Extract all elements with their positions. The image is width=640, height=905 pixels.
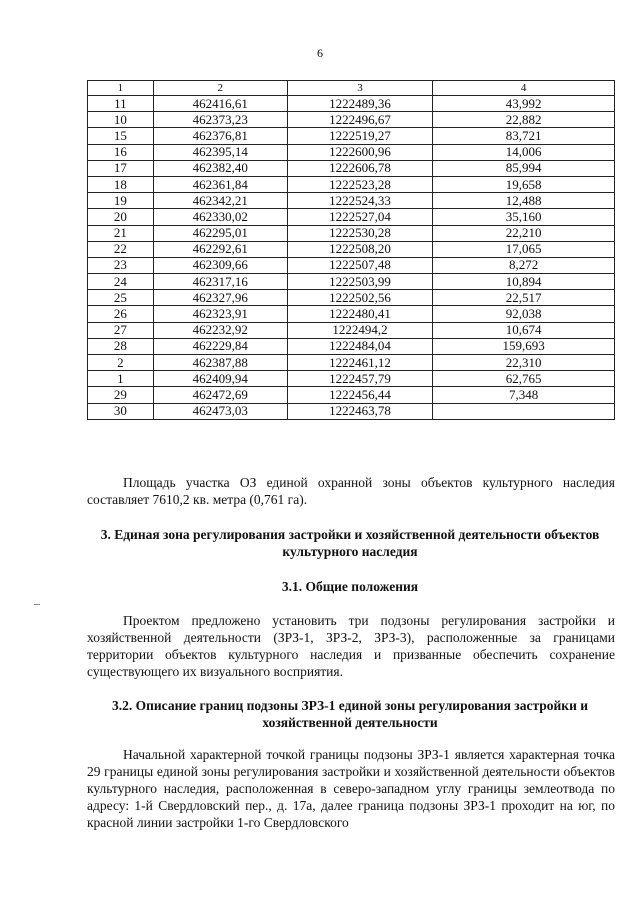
table-cell: 462361,84 <box>153 176 287 192</box>
table-cell: 2 <box>88 355 154 371</box>
column-header: 2 <box>153 81 287 96</box>
table-row <box>88 128 615 144</box>
table-cell: 23 <box>88 257 154 273</box>
table-cell: 14,006 <box>433 144 615 160</box>
table-cell: 462330,02 <box>153 209 287 225</box>
table-cell: 1222508,20 <box>287 241 433 257</box>
table-cell: 462382,40 <box>153 160 287 176</box>
table-cell: 462395,14 <box>153 144 287 160</box>
table-cell: 1222461,12 <box>287 355 433 371</box>
table-cell: 19 <box>88 193 154 209</box>
section-3-2-heading: 3.2. Описание границ подзоны ЗРЗ-1 единой зоны регулирования застройки и хозяйственной деятельности <box>111 698 588 730</box>
table-row <box>88 241 615 257</box>
table-row <box>88 225 615 241</box>
table-header-row <box>88 81 615 96</box>
table-cell: 1222496,67 <box>287 112 433 128</box>
table-cell: 462232,92 <box>153 322 287 338</box>
table-cell: 1222480,41 <box>287 306 433 322</box>
table-cell: 1222456,44 <box>287 387 433 403</box>
page-number: 6 <box>317 46 323 60</box>
table-cell: 462229,84 <box>153 338 287 354</box>
table-cell: 159,693 <box>433 338 615 354</box>
table-row <box>88 306 615 322</box>
table-cell: 92,038 <box>433 306 615 322</box>
table-cell: 462309,66 <box>153 257 287 273</box>
table-cell: 24 <box>88 274 154 290</box>
table-cell: 462376,81 <box>153 128 287 144</box>
table-cell: 1222463,78 <box>287 403 433 419</box>
table-row <box>88 96 615 112</box>
table-cell: 1222524,33 <box>287 193 433 209</box>
table-cell: 43,992 <box>433 96 615 112</box>
table-cell: 18 <box>88 176 154 192</box>
table-cell: 17,065 <box>433 241 615 257</box>
table-cell: 10 <box>88 112 154 128</box>
table-cell: 22,310 <box>433 355 615 371</box>
table-cell: 15 <box>88 128 154 144</box>
table-cell: 1222503,99 <box>287 274 433 290</box>
table-cell: 1222494,2 <box>287 322 433 338</box>
table-cell: 22,210 <box>433 225 615 241</box>
table-cell: 20 <box>88 209 154 225</box>
table-cell: 462295,01 <box>153 225 287 241</box>
table-cell: 1222600,96 <box>287 144 433 160</box>
table-cell: 12,488 <box>433 193 615 209</box>
table-cell: 29 <box>88 387 154 403</box>
table-row <box>88 290 615 306</box>
table-row <box>88 403 615 419</box>
table-cell: 462373,23 <box>153 112 287 128</box>
table-cell: 27 <box>88 322 154 338</box>
section-3-2-paragraph: Начальной характерной точкой границы подзоны ЗРЗ-1 является характерная точка 29 границы единой зоны регулирования застройки и хозяйственной деятельности объектов культурного наследия, расположенная в северо-западном углу границы землеотвода по адресу: 1-й Свердловский пер., д. 17а, далее граница подзоны ЗРЗ-1 проходит на юг, по красной линии застройки 1-го Свердловского <box>87 747 615 830</box>
section-3-heading: 3. Единая зона регулирования застройки и хозяйственной деятельности объектов культурного наследия <box>100 527 600 559</box>
table-row <box>88 144 615 160</box>
table-row <box>88 355 615 371</box>
table-cell: 17 <box>88 160 154 176</box>
table-row <box>88 160 615 176</box>
table-cell: 1222530,28 <box>287 225 433 241</box>
table-cell: 21 <box>88 225 154 241</box>
table-cell: 1222489,36 <box>287 96 433 112</box>
table-cell: 83,721 <box>433 128 615 144</box>
table-cell: 462327,96 <box>153 290 287 306</box>
table-row <box>88 387 615 403</box>
table-cell: 1222484,04 <box>287 338 433 354</box>
table-cell: 1222606,78 <box>287 160 433 176</box>
table-cell: 462323,91 <box>153 306 287 322</box>
table-cell: 1 <box>88 371 154 387</box>
table-row <box>88 371 615 387</box>
table-row <box>88 322 615 338</box>
table-row <box>88 274 615 290</box>
table-cell: 22 <box>88 241 154 257</box>
table-cell: 8,272 <box>433 257 615 273</box>
table-cell: 462409,94 <box>153 371 287 387</box>
table-row <box>88 338 615 354</box>
table-cell: 462317,16 <box>153 274 287 290</box>
table-cell: 10,674 <box>433 322 615 338</box>
table-cell: 85,994 <box>433 160 615 176</box>
table-cell: 10,894 <box>433 274 615 290</box>
table-cell: 1222507,48 <box>287 257 433 273</box>
table-row <box>88 193 615 209</box>
section-3-1-paragraph: Проектом предложено установить три подзоны регулирования застройки и хозяйственной деятельности (ЗРЗ-1, ЗРЗ-2, ЗРЗ-3), расположенные за границами территории объектов культурного наследия и призванные обеспечить сохранение существующего их визуального восприятия. <box>87 613 615 679</box>
table-cell: 462387,88 <box>153 355 287 371</box>
table-cell: 28 <box>88 338 154 354</box>
table-row <box>88 176 615 192</box>
column-header: 1 <box>88 81 154 96</box>
table-cell: 1222523,28 <box>287 176 433 192</box>
table-cell: 62,765 <box>433 371 615 387</box>
table-cell: 1222527,04 <box>287 209 433 225</box>
table-cell: 35,160 <box>433 209 615 225</box>
section-3-1-heading: 3.1. Общие положения <box>281 579 419 594</box>
table-cell: 462292,61 <box>153 241 287 257</box>
table-cell <box>433 403 615 419</box>
table-cell: 26 <box>88 306 154 322</box>
table-cell: 462472,69 <box>153 387 287 403</box>
table-cell: 22,517 <box>433 290 615 306</box>
table-cell: 1222519,27 <box>287 128 433 144</box>
table-cell: 22,882 <box>433 112 615 128</box>
table-row <box>88 112 615 128</box>
table-cell: 25 <box>88 290 154 306</box>
table-cell: 1222502,56 <box>287 290 433 306</box>
table-cell: 30 <box>88 403 154 419</box>
margin-mark <box>34 604 40 605</box>
table-cell: 16 <box>88 144 154 160</box>
table-row <box>88 257 615 273</box>
table-cell: 19,658 <box>433 176 615 192</box>
table-cell: 11 <box>88 96 154 112</box>
table-cell: 1222457,79 <box>287 371 433 387</box>
table-body <box>88 96 615 420</box>
area-paragraph: Площадь участка ОЗ единой охранной зоны объектов культурного наследия составляет 7610,2 кв. метра (0,761 га). <box>87 475 615 507</box>
table-cell: 462416,61 <box>153 96 287 112</box>
table-row <box>88 209 615 225</box>
table-cell: 462342,21 <box>153 193 287 209</box>
column-header: 3 <box>287 81 433 96</box>
table-cell: 7,348 <box>433 387 615 403</box>
table-cell: 462473,03 <box>153 403 287 419</box>
coordinates-table <box>87 80 615 420</box>
column-header: 4 <box>433 81 615 96</box>
